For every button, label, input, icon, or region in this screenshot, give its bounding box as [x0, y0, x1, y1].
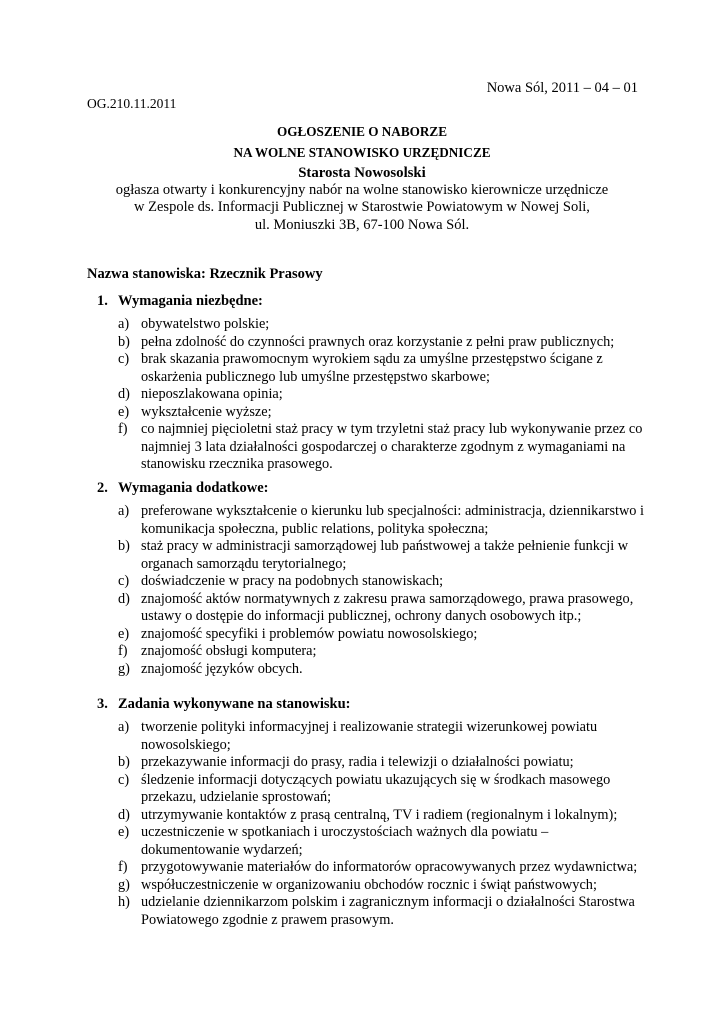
- list-item: [118, 573, 648, 591]
- section-number: 1.: [97, 293, 108, 309]
- list-item: [118, 351, 648, 386]
- list-item-text: brak skazania prawomocnym wyrokiem sądu za umyślne przestępstwo ścigane z oskarżenia publicznego lub umyślne przestępstwo skarbowe;: [141, 351, 603, 385]
- list-item: [118, 877, 648, 895]
- list-item-text: znajomość obsługi komputera;: [141, 643, 317, 659]
- list-item-text: co najmniej pięcioletni staż pracy w tym trzyletni staż pracy lub wykonywanie przez co najmniej 3 lata działalności gospodarczej o charakterze zgodnym z wymaganiami na stanowisku rzecznika prasowego.: [141, 421, 643, 472]
- list-item-text: tworzenie polityki informacyjnej i realizowanie strategii wizerunkowej powiatu nowosolskiego;: [141, 719, 598, 753]
- list-item: [118, 404, 648, 422]
- list-marker: b): [118, 754, 130, 770]
- list-item: [118, 894, 648, 929]
- list-item-text: utrzymywanie kontaktów z prasą centralną, TV i radiem (regionalnym i lokalnym);: [141, 806, 618, 823]
- list-item-text: obywatelstwo polskie;: [141, 316, 270, 332]
- list-item-text: znajomość języków obcych.: [141, 660, 303, 677]
- list-item: [118, 859, 648, 877]
- list-item-text: preferowane wykształcenie o kierunku lub specjalności: administracja, dziennikarstwo i komunikacja społeczna, public relations, polityka społeczna;: [141, 503, 644, 537]
- list-marker: a): [118, 503, 130, 519]
- list-item: [118, 807, 648, 825]
- list-item: [118, 334, 648, 352]
- list-marker: e): [118, 403, 130, 420]
- list-marker: d): [118, 386, 130, 402]
- section-3-list: [118, 719, 648, 929]
- section-number: 3.: [97, 696, 108, 712]
- list-marker: f): [118, 859, 128, 875]
- list-item-text: znajomość aktów normatywnych z zakresu prawa samorządowego, prawa prasowego, ustawy o dostępie do informacji publicznej, ochrony danych osobowych itp.;: [141, 590, 634, 624]
- section-1-list: [118, 316, 648, 474]
- list-item: [118, 538, 648, 573]
- list-marker: b): [118, 333, 130, 350]
- list-marker: b): [118, 538, 130, 554]
- list-marker: g): [118, 660, 130, 677]
- authority-name: Starosta Nowosolski: [298, 165, 426, 181]
- list-marker: a): [118, 719, 130, 735]
- title-line-2: NA WOLNE STANOWISKO URZĘDNICZE: [233, 145, 491, 160]
- list-item: [118, 754, 648, 772]
- section-number: 2.: [97, 480, 108, 496]
- list-item-text: przekazywanie informacji do prasy, radia i telewizji o działalności powiatu;: [141, 754, 574, 770]
- place-date: Nowa Sól, 2011 – 04 – 01: [486, 80, 638, 96]
- list-item: [118, 626, 648, 644]
- list-item: [118, 661, 648, 679]
- reference-number: OG.210.11.2011: [87, 96, 177, 111]
- list-item: [118, 643, 648, 661]
- list-marker: f): [118, 643, 128, 659]
- list-item: [118, 503, 648, 538]
- list-item: [118, 316, 648, 334]
- section-title: Wymagania niezbędne:: [118, 293, 263, 309]
- list-marker: c): [118, 573, 130, 589]
- title-line-1: OGŁOSZENIE O NABORZE: [276, 124, 447, 139]
- list-marker: d): [118, 806, 130, 823]
- section-3-heading: [97, 696, 350, 713]
- list-item-text: doświadczenie w pracy na podobnych stanowiskach;: [141, 573, 444, 589]
- list-item-text: znajomość specyfiki i problemów powiatu nowosolskiego;: [141, 625, 478, 642]
- list-marker: d): [118, 590, 130, 607]
- list-item-text: udzielanie dziennikarzom polskim i zagranicznym informacji o działalności Starostwa Powiatowego zgodnie z prawem prasowym.: [141, 894, 635, 928]
- list-item-text: uczestniczenie w spotkaniach i uroczystościach ważnych dla powiatu – dokumentowanie wydarzeń;: [141, 824, 549, 858]
- section-title: Zadania wykonywane na stanowisku:: [118, 696, 351, 712]
- list-item-text: śledzenie informacji dotyczących powiatu ukazujących się w środkach masowego przekazu, udzielanie sprostowań;: [141, 771, 611, 805]
- list-item-text: przygotowywanie materiałów do informatorów opracowywanych przez wydawnictwa;: [141, 859, 638, 875]
- list-item: [118, 824, 648, 859]
- section-2-heading: [97, 480, 269, 497]
- list-item: [118, 772, 648, 807]
- list-marker: c): [118, 351, 130, 367]
- section-2-list: [118, 503, 648, 678]
- position-name: Nazwa stanowiska: Rzecznik Prasowy: [87, 266, 323, 282]
- list-item-text: staż pracy w administracji samorządowej lub państwowej a także pełnienie funkcji w organach samorządu terytorialnego;: [141, 538, 629, 572]
- list-marker: c): [118, 771, 130, 788]
- list-marker: f): [118, 421, 128, 437]
- list-marker: a): [118, 316, 130, 332]
- list-item: [118, 386, 648, 404]
- announcement-line-1: ogłasza otwarty i konkurencyjny nabór na wolne stanowisko kierownicze urzędnicze: [115, 182, 609, 198]
- list-marker: h): [118, 894, 130, 910]
- list-marker: g): [118, 876, 130, 893]
- list-marker: e): [118, 824, 130, 840]
- list-item-text: nieposzlakowana opinia;: [141, 386, 283, 402]
- section-1-heading: [97, 293, 263, 310]
- list-item-text: wykształcenie wyższe;: [141, 403, 272, 420]
- section-title: Wymagania dodatkowe:: [118, 480, 269, 496]
- list-marker: e): [118, 625, 130, 642]
- list-item: [118, 421, 648, 474]
- list-item: [118, 591, 648, 626]
- list-item-text: pełna zdolność do czynności prawnych oraz korzystanie z pełni praw publicznych;: [141, 333, 615, 350]
- list-item: [118, 719, 648, 754]
- announcement-line-3: ul. Moniuszki 3B, 67-100 Nowa Sól.: [254, 217, 470, 233]
- list-item-text: współuczestniczenie w organizowaniu obchodów rocznic i świąt państwowych;: [141, 876, 597, 893]
- announcement-line-2: w Zespole ds. Informacji Publicznej w Starostwie Powiatowym w Nowej Soli,: [134, 199, 590, 215]
